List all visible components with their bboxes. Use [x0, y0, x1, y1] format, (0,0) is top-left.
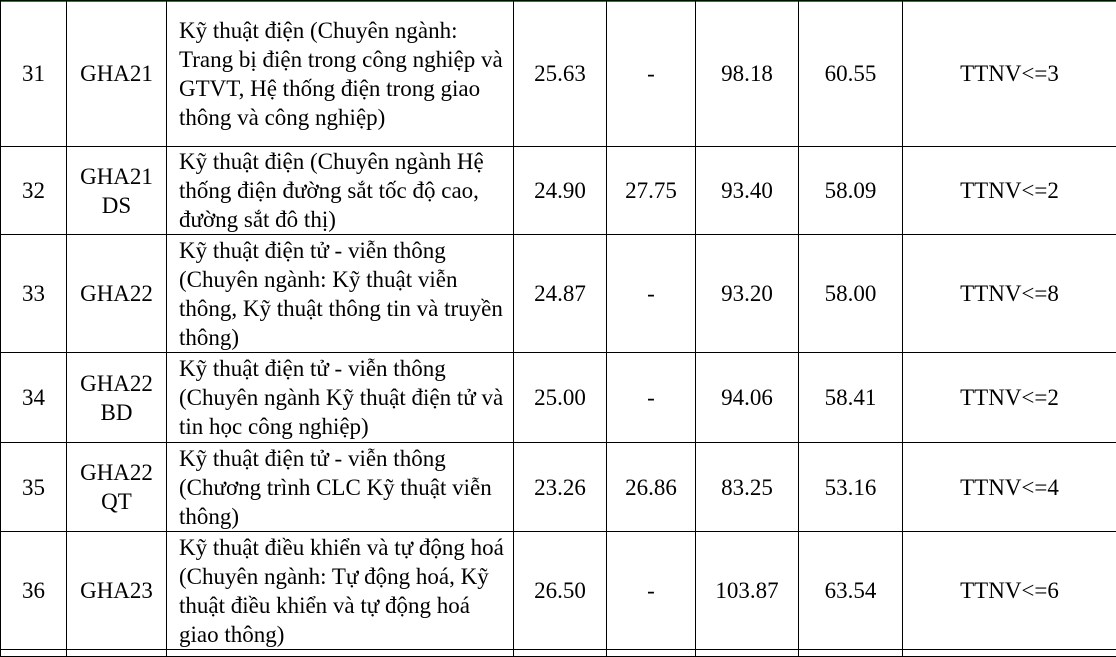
score-cell: -	[607, 1, 696, 147]
program-code: GHA23	[67, 532, 167, 650]
score-cell: 93.40	[696, 147, 799, 235]
partial-cell	[903, 650, 1116, 657]
program-code: GHA22	[67, 235, 167, 353]
table-row	[1, 1, 1116, 147]
condition-cell: TTNV<=4	[903, 443, 1116, 532]
row-number: 33	[1, 235, 67, 353]
table-row	[1, 443, 1116, 532]
partial-cell	[607, 650, 696, 657]
table-row-partial	[1, 650, 1116, 657]
program-code: GHA21	[67, 1, 167, 147]
score-cell: 60.55	[799, 1, 903, 147]
score-cell: 58.09	[799, 147, 903, 235]
score-cell: 27.75	[607, 147, 696, 235]
partial-cell	[67, 650, 167, 657]
score-cell: 98.18	[696, 1, 799, 147]
score-cell: 94.06	[696, 353, 799, 443]
condition-cell: TTNV<=2	[903, 353, 1116, 443]
score-cell: 24.87	[514, 235, 607, 353]
table-row	[1, 235, 1116, 353]
score-cell: -	[607, 532, 696, 650]
score-cell: 26.86	[607, 443, 696, 532]
score-cell: 83.25	[696, 443, 799, 532]
score-cell: 58.00	[799, 235, 903, 353]
score-cell: 58.41	[799, 353, 903, 443]
condition-cell: TTNV<=3	[903, 1, 1116, 147]
row-number: 32	[1, 147, 67, 235]
program-name: Kỹ thuật điện tử - viễn thông (Chương trình CLC Kỹ thuật viễn thông)	[167, 443, 514, 532]
score-cell: 103.87	[696, 532, 799, 650]
program-name: Kỹ thuật điện tử - viễn thông (Chuyên ngành Kỹ thuật điện tử và tin học công nghiệp)	[167, 353, 514, 443]
table-row	[1, 147, 1116, 235]
score-cell: 53.16	[799, 443, 903, 532]
partial-cell	[167, 650, 514, 657]
score-cell: -	[607, 353, 696, 443]
row-number: 31	[1, 1, 67, 147]
condition-cell: TTNV<=8	[903, 235, 1116, 353]
program-code: GHA22 BD	[67, 353, 167, 443]
partial-cell	[799, 650, 903, 657]
score-cell: -	[607, 235, 696, 353]
score-cell: 93.20	[696, 235, 799, 353]
partial-cell	[514, 650, 607, 657]
program-code: GHA22 QT	[67, 443, 167, 532]
program-name: Kỹ thuật điện tử - viễn thông (Chuyên ngành: Kỹ thuật viễn thông, Kỹ thuật thông tin và truyền thông)	[167, 235, 514, 353]
condition-cell: TTNV<=6	[903, 532, 1116, 650]
partial-cell	[696, 650, 799, 657]
row-number: 34	[1, 353, 67, 443]
score-cell: 26.50	[514, 532, 607, 650]
score-cell: 23.26	[514, 443, 607, 532]
partial-cell	[1, 650, 67, 657]
score-cell: 63.54	[799, 532, 903, 650]
score-cell: 24.90	[514, 147, 607, 235]
condition-cell: TTNV<=2	[903, 147, 1116, 235]
score-cell: 25.63	[514, 1, 607, 147]
program-name: Kỹ thuật điện (Chuyên ngành: Trang bị điện trong công nghiệp và GTVT, Hệ thống điện trong giao thông và công nghiệp)	[167, 1, 514, 147]
program-code: GHA21 DS	[67, 147, 167, 235]
score-cell: 25.00	[514, 353, 607, 443]
row-number: 35	[1, 443, 67, 532]
program-name: Kỹ thuật điều khiển và tự động hoá (Chuyên ngành: Tự động hoá, Kỹ thuật điều khiển và tự động hoá giao thông)	[167, 532, 514, 650]
table-row	[1, 353, 1116, 443]
program-name: Kỹ thuật điện (Chuyên ngành Hệ thống điện đường sắt tốc độ cao, đường sắt đô thị)	[167, 147, 514, 235]
row-number: 36	[1, 532, 67, 650]
table-row	[1, 532, 1116, 650]
